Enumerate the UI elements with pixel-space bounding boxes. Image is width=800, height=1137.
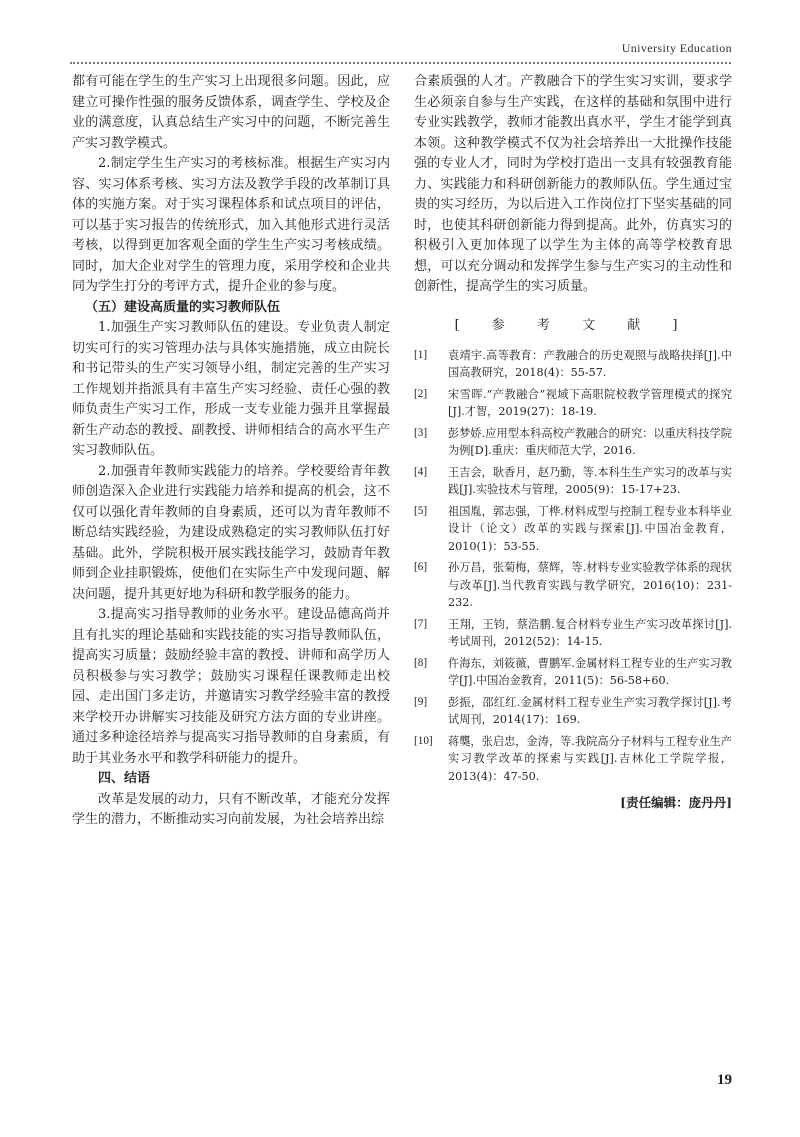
body-paragraph: 都有可能在学生的生产实习上出现很多问题。因此，应建立可操作性强的服务反馈体系，调查学生、学校及企业的满意度，认真总结生产实习中的问题，不断完善生产实习教学模式。: [72, 74, 390, 151]
reference-item: [414, 733, 732, 786]
reference-number: [9]: [414, 695, 428, 708]
reference-item: [414, 559, 732, 612]
reference-item: [414, 386, 732, 421]
body-paragraph: 3.提高实习指导教师的业务水平。建设品德高尚并且有扎实的理论基础和实践技能的实习指导教师队伍，提高实习质量；鼓励经验丰富的教授、讲师和高学历人员积极参与实习教学；鼓励实习课程任课教师走出校园、走出国门多走访，并邀请实习教学经验丰富的教授来学校开办讲解实习技能及研究方法方面的专业讲座。通过多种途径培养与提高实习指导教师的自身素质，有助于其业务水平和教学科研能力的提升。: [72, 607, 390, 766]
reference-list: [414, 347, 732, 786]
reference-number: [10]: [414, 734, 433, 747]
reference-number: [5]: [414, 504, 428, 517]
responsible-editor: [责任编辑：庞丹丹]: [620, 795, 732, 810]
body-paragraph: 2.制定学生生产实习的考核标准。根据生产实习内容、实习体系考核、实习方法及教学手段的改革制订具体的实施方案。对于实习课程体系和试点项目的评估，可以基于实习报告的传统形式，加入其他形式进行灵活考核，以得到更加客观全面的学生生产实习考核成绩。同时，加大企业对学生的管理力度，采用学校和企业共同为学生打分的考评方式，提升企业的参与度。: [72, 156, 390, 294]
body-paragraph: 1.加强生产实习教师队伍的建设。专业负责人制定切实可行的实习管理办法与具体实施措施，成立由院长和书记带头的生产实习领导小组，制定完善的生产实习工作规划并指派具有丰富生产实习经验、责任心强的教师负责生产实习工作，形成一支专业能力强并且掌握最新生产动态的教授、副教授、讲师相结合的高水平生产实习教师队伍。: [72, 320, 390, 458]
reference-item: [414, 347, 732, 382]
journal-name: University Education: [621, 41, 732, 55]
reference-text: 袁靖宇.高等教育：产教融合的历史观照与战略抉择[J].中国高教研究，2018(4)：55-57.: [448, 348, 732, 379]
reference-number: [2]: [414, 387, 428, 400]
left-column: [72, 72, 390, 831]
body-paragraph: 合素质强的人才。产教融合下的学生实习实训，要求学生必须亲自参与生产实践，在这样的基础和氛围中进行专业实践教学，教师才能教出真水平，学生才能学到真本领。这种教学模式不仅为社会培养出一大批操作技能强的专业人才，同时为学校打造出一支具有较强教育能力、实践能力和科研创新能力的教师队伍。学生通过宝贵的实习经历，为以后进入工作岗位打下坚实基础的同时，也使其科研创新能力得到提高。此外，仿真实习的积极引入更加体现了以学生为主体的高等学校教育思想，可以充分调动和发挥学生参与生产实习的主动性和创新性，提高学生的实习质量。: [414, 74, 732, 294]
reference-text: 祖国胤，郭志强，丁桦.材料成型与控制工程专业本科毕业设计（论文）改革的实践与探索[J].中国冶金教育，2010(1)：53-55.: [448, 504, 732, 553]
reference-number: [8]: [414, 656, 428, 669]
reference-item: [414, 503, 732, 556]
reference-item: [414, 616, 732, 651]
reference-number: [4]: [414, 465, 428, 478]
reference-text: 王翔，王钧，蔡浩鹏.复合材料专业生产实习改革探讨[J].考试周刊，2012(52)：14-15.: [448, 617, 732, 648]
subsection-heading: （五）建设高质量的实习教师队伍: [85, 299, 281, 315]
right-column: [414, 72, 732, 811]
reference-text: 王吉会，耿香月，赵乃勤，等.本科生生产实习的改革与实践[J].实验技术与管理，2005(9)：15-17+23.: [448, 465, 732, 496]
reference-number: [7]: [414, 617, 428, 630]
reference-text: 宋雪晖.“产教融合”视域下高职院校教学管理模式的探究[J].才智，2019(27)：18-19.: [448, 387, 732, 418]
reference-item: [414, 694, 732, 729]
reference-text: 蒋龑，张启忠，金涛，等.我院高分子材料与工程专业生产实习教学改革的探索与实践[J].吉林化工学院学报，2013(4)：47-50.: [448, 734, 732, 783]
page-number: 19: [717, 1072, 732, 1088]
body-paragraph: 2.加强青年教师实践能力的培养。学校要给青年教师创造深入企业进行实践能力培养和提高的机会，这不仅可以强化青年教师的自身素质，还可以为青年教师不断总结实践经验，为建设成熟稳定的实习教师队伍打好基础。此外，学院积极开展实践技能学习，鼓励青年教师到企业挂职锻炼，使他们在实际生产中发现问题、解决问题，提升其更好地为科研和教学服务的能力。: [72, 463, 390, 602]
reference-number: [3]: [414, 426, 428, 439]
reference-text: 仵海东，刘筱薇，曹鹏军.金属材料工程专业的生产实习教学[J].中国冶金教育，2011(5)：56-58+60.: [448, 656, 732, 687]
reference-number: [1]: [414, 348, 428, 361]
reference-item: [414, 464, 732, 499]
reference-item: [414, 655, 732, 690]
body-paragraph: 改革是发展的动力，只有不断改革，才能充分发挥学生的潜力，不断推动实习向前发展，为社会培养出综: [72, 791, 390, 827]
reference-number: [6]: [414, 561, 428, 573]
reference-text: 彭振，邵红红.金属材料工程专业生产实习教学探讨[J].考试周刊，2014(17)：169.: [448, 695, 732, 726]
references-heading: [ 参 考 文 献 ]: [454, 317, 692, 333]
reference-text: 孙万昌，张菊梅，蔡辉，等.材料专业实验教学体系的现状与改革[J].当代教育实践与教学研究，2016(10)：231-232.: [448, 561, 732, 609]
reference-text: 彭梦娇.应用型本科高校产教融合的研究：以重庆科技学院为例[D].重庆：重庆师范大学，2016.: [448, 426, 732, 457]
section-heading: 四、结语: [98, 771, 151, 786]
header-dotted-rule: [70, 62, 731, 64]
reference-item: [414, 425, 732, 460]
